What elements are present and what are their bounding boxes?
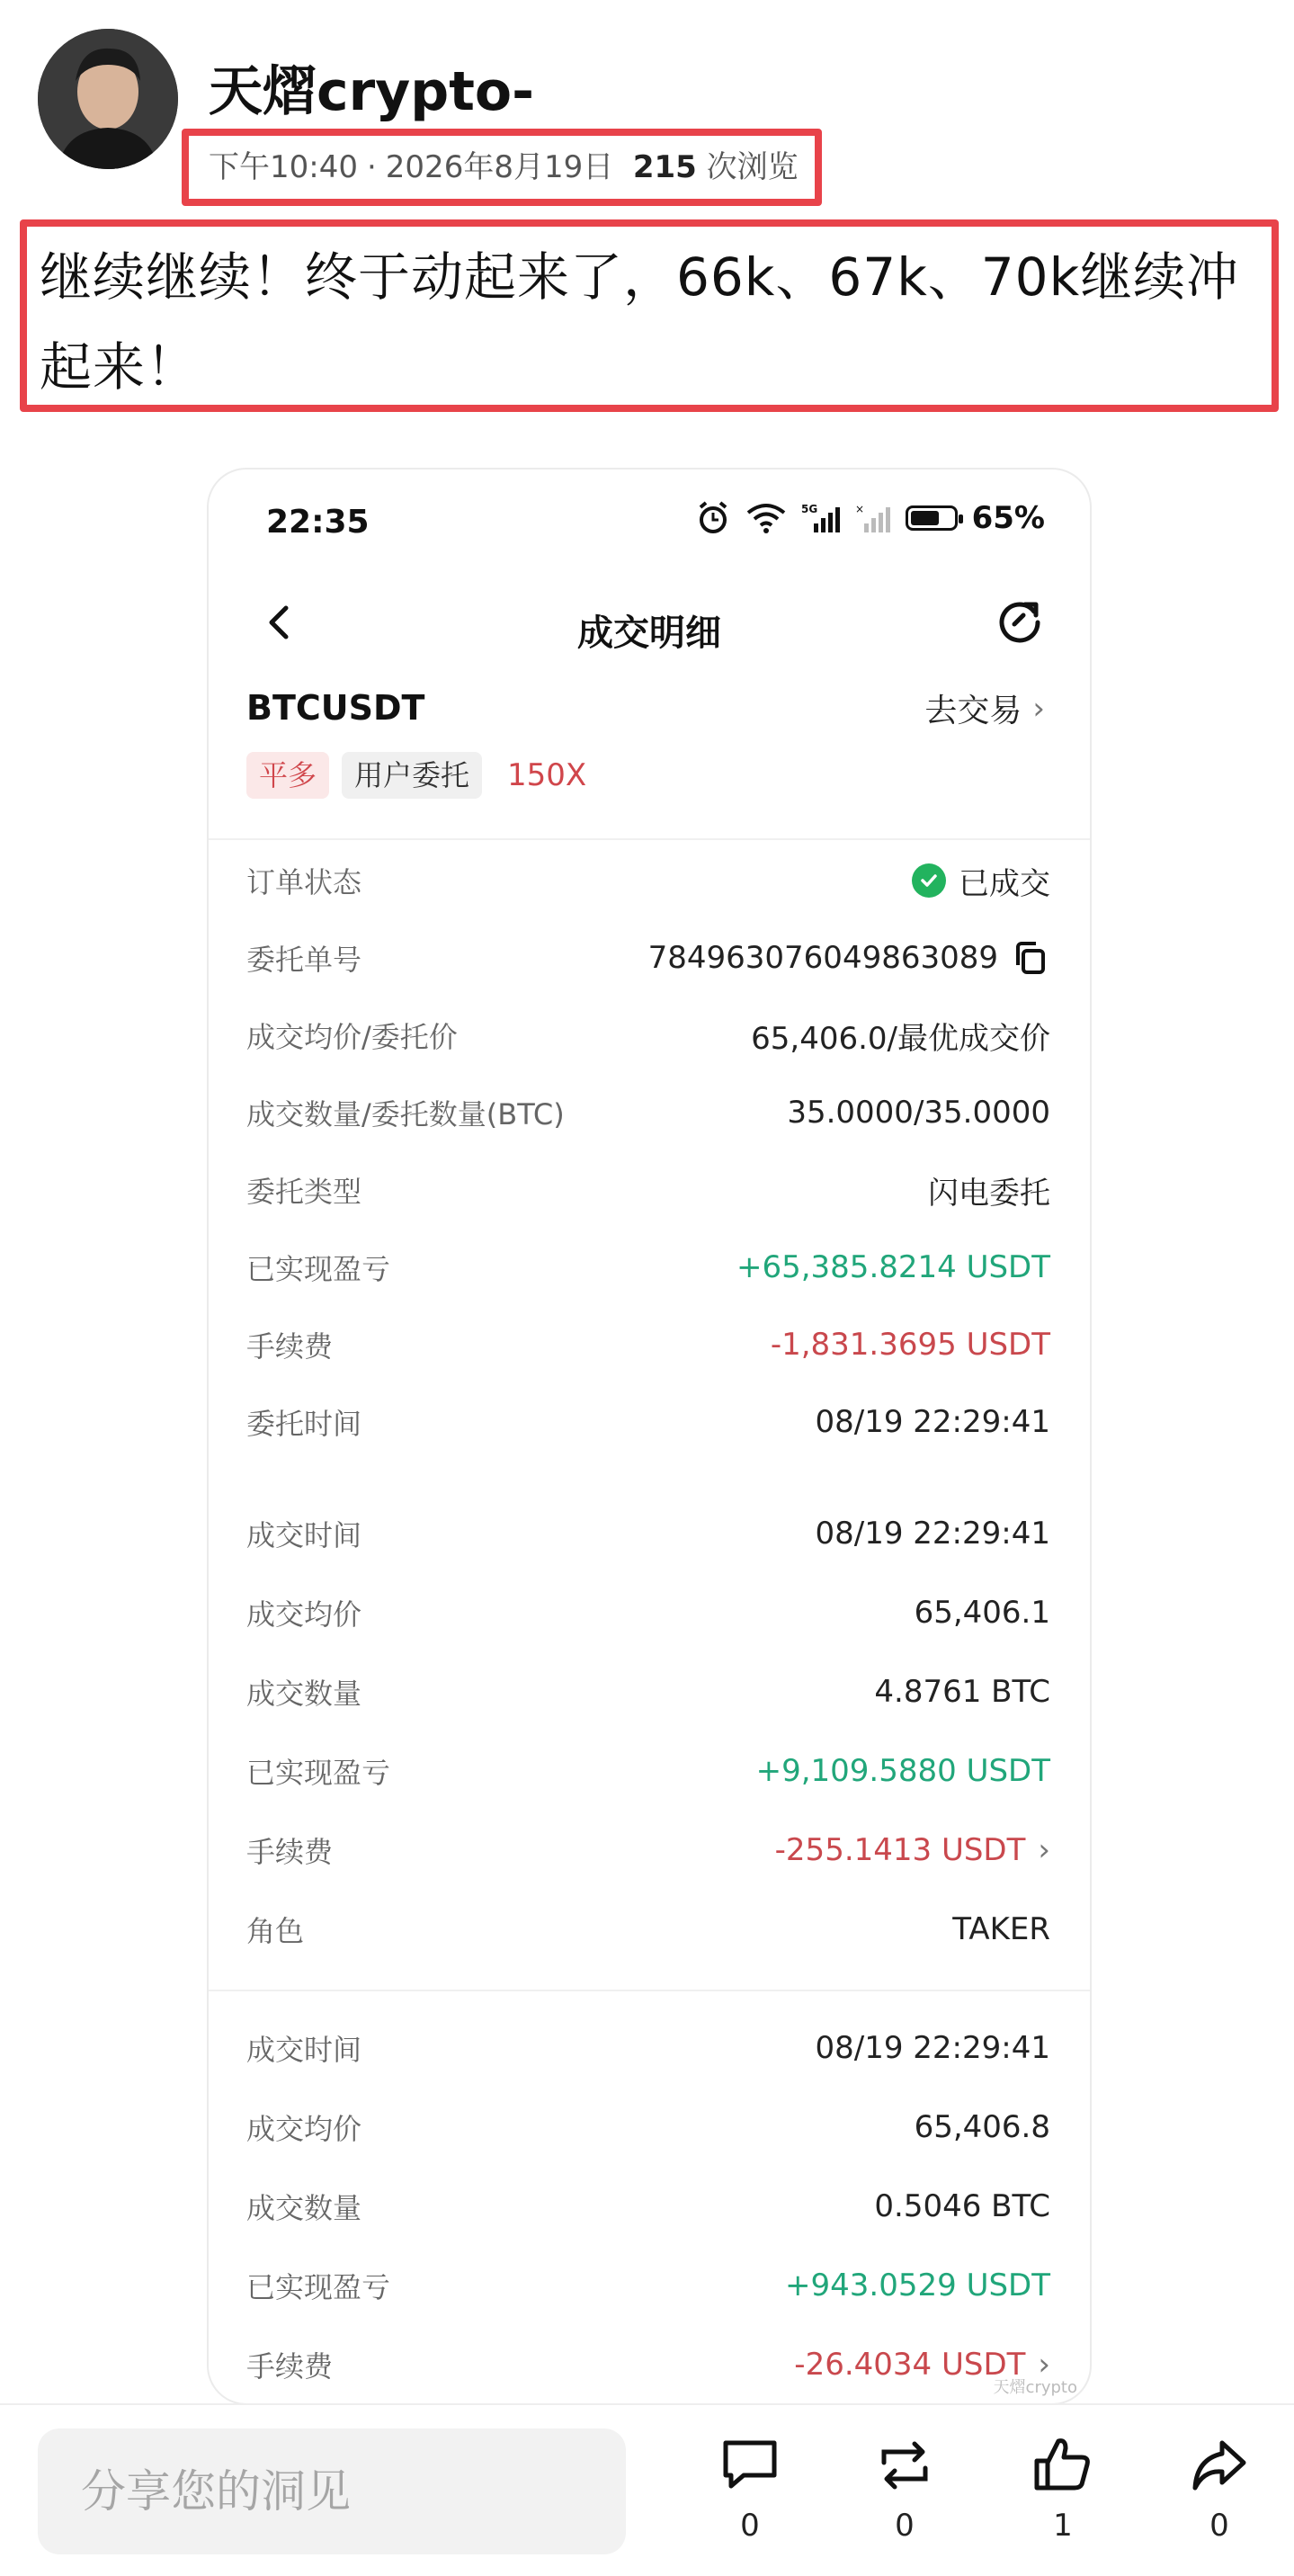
avatar[interactable] — [38, 29, 178, 169]
chevron-right-icon: › — [1038, 1832, 1050, 1868]
post-meta — [209, 149, 799, 185]
row-label: 成交时间 — [246, 1518, 362, 1552]
detail-row — [246, 1167, 1050, 1212]
wifi-icon — [745, 502, 787, 534]
battery-icon — [906, 505, 958, 531]
row-value: 08/19 22:29:41 — [815, 2030, 1050, 2066]
detail-row — [246, 1013, 1050, 1058]
author-name[interactable]: 天熠crypto- — [209, 60, 535, 123]
row-label: 成交均价/委托价 — [246, 1020, 458, 1054]
status-bar-time: 22:35 — [266, 504, 370, 541]
row-value: 08/19 22:29:41 — [815, 1516, 1050, 1552]
go-trade-label: 去交易 — [924, 693, 1022, 729]
realized-pnl-value: +9,109.5880 USDT — [755, 1753, 1050, 1789]
detail-row — [246, 1907, 1050, 1952]
status-bar-icons — [695, 500, 1045, 536]
row-label: 委托类型 — [246, 1175, 362, 1209]
chevron-right-icon: › — [1038, 2347, 1050, 2383]
row-label: 成交数量 — [246, 1677, 362, 1711]
realized-pnl-value: +943.0529 USDT — [785, 2267, 1050, 2303]
order-status-value: 已成交 — [959, 865, 1050, 902]
row-value: 08/19 22:29:41 — [815, 1404, 1050, 1440]
row-value: 0.5046 BTC — [874, 2188, 1050, 2224]
detail-row — [246, 1090, 1050, 1135]
repost-count: 0 — [895, 2508, 915, 2544]
comment-icon — [717, 2432, 783, 2499]
detail-row — [246, 1511, 1050, 1556]
row-value: 65,406.8 — [914, 2109, 1050, 2145]
row-label: 订单状态 — [246, 865, 362, 899]
detail-row — [246, 2105, 1050, 2150]
row-value: TAKER — [952, 1911, 1050, 1947]
thumbs-up-icon — [1030, 2432, 1096, 2499]
row-label: 已实现盈亏 — [246, 2270, 391, 2304]
detail-row — [246, 2184, 1050, 2229]
row-label: 手续费 — [246, 1329, 334, 1364]
order-tags — [246, 752, 599, 799]
detail-row — [246, 935, 1050, 980]
detail-row — [246, 2026, 1050, 2071]
detail-row — [246, 1669, 1050, 1714]
row-value: 65,406.0/最优成交价 — [751, 1020, 1050, 1057]
post-time: 下午10:40 — [209, 149, 358, 185]
order-kind-tag: 用户委托 — [342, 752, 482, 799]
row-label: 已实现盈亏 — [246, 1252, 391, 1286]
detail-row — [246, 1749, 1050, 1793]
views-label: 次浏览 — [706, 149, 799, 185]
trade-detail-screenshot — [207, 468, 1092, 2405]
svg-text:5G: 5G — [800, 503, 817, 515]
order-id-value: 784963076049863089 — [647, 940, 998, 976]
avatar-photo — [38, 29, 178, 169]
watermark: 天熠crypto — [993, 2378, 1077, 2397]
check-circle-icon — [912, 863, 946, 898]
like-button[interactable] — [1018, 2432, 1108, 2544]
row-label: 委托单号 — [246, 943, 362, 977]
detail-row — [246, 2263, 1050, 2308]
svg-text:×: × — [854, 503, 864, 515]
comment-button[interactable] — [705, 2432, 795, 2544]
signal-icon — [855, 502, 891, 534]
detail-row — [246, 1245, 1050, 1290]
trade-symbol: BTCUSDT — [246, 688, 425, 728]
repost-icon — [871, 2432, 938, 2499]
row-label: 成交时间 — [246, 2033, 362, 2067]
meta-separator: · — [366, 149, 377, 185]
row-value — [648, 938, 1050, 978]
close-long-tag: 平多 — [246, 752, 329, 799]
detail-row — [246, 858, 1050, 903]
share-count: 0 — [1209, 2508, 1229, 2544]
row-value: 35.0000/35.0000 — [787, 1095, 1050, 1131]
fee-value: -1,831.3695 USDT — [770, 1327, 1050, 1363]
fee-value: -26.4034 USDT — [794, 2347, 1026, 2383]
go-trade-link[interactable] — [924, 685, 1045, 731]
leverage-tag: 150X — [507, 757, 587, 793]
post-date: 2026年8月19日 — [385, 149, 614, 185]
alarm-icon — [695, 500, 731, 536]
row-label: 已实现盈亏 — [246, 1756, 391, 1790]
repost-button[interactable] — [860, 2432, 950, 2544]
row-value — [912, 859, 1050, 903]
refresh-icon[interactable] — [993, 594, 1047, 648]
chevron-right-icon: › — [1032, 690, 1045, 727]
detail-row — [246, 1400, 1050, 1445]
detail-row — [246, 1590, 1050, 1635]
row-label: 成交均价 — [246, 1597, 362, 1632]
row-value: 65,406.1 — [914, 1595, 1050, 1631]
comment-input[interactable] — [38, 2428, 626, 2554]
realized-pnl-value: +65,385.8214 USDT — [736, 1249, 1050, 1285]
fee-value: -255.1413 USDT — [774, 1832, 1026, 1868]
detail-row[interactable] — [246, 2342, 1050, 2387]
views-count: 215 — [632, 149, 697, 185]
detail-row[interactable] — [246, 1828, 1050, 1873]
detail-row — [246, 1322, 1050, 1367]
comment-count: 0 — [740, 2508, 760, 2544]
row-label: 角色 — [246, 1914, 305, 1948]
battery-percent: 65% — [971, 500, 1045, 536]
page-title: 成交明细 — [577, 613, 721, 654]
bottom-action-bar — [0, 2403, 1294, 2576]
like-count: 1 — [1053, 2508, 1073, 2544]
copy-icon[interactable] — [1011, 938, 1050, 978]
section-divider — [209, 838, 1090, 840]
row-label: 委托时间 — [246, 1407, 362, 1441]
signal-5g-icon — [801, 502, 841, 534]
row-label: 成交数量/委托数量(BTC) — [246, 1097, 565, 1131]
row-label: 成交数量 — [246, 2191, 362, 2225]
share-icon — [1186, 2432, 1253, 2499]
row-value — [775, 1832, 1050, 1868]
row-label: 手续费 — [246, 1835, 334, 1869]
section-divider — [209, 1990, 1090, 1991]
row-value: 闪电委托 — [928, 1175, 1050, 1212]
post-text: 继续继续！终于动起来了，66k、67k、70k继续冲起来！ — [40, 246, 1240, 398]
share-button[interactable] — [1174, 2432, 1264, 2544]
row-value: 4.8761 BTC — [874, 1674, 1050, 1710]
row-label: 手续费 — [246, 2349, 334, 2384]
row-label: 成交均价 — [246, 2112, 362, 2146]
